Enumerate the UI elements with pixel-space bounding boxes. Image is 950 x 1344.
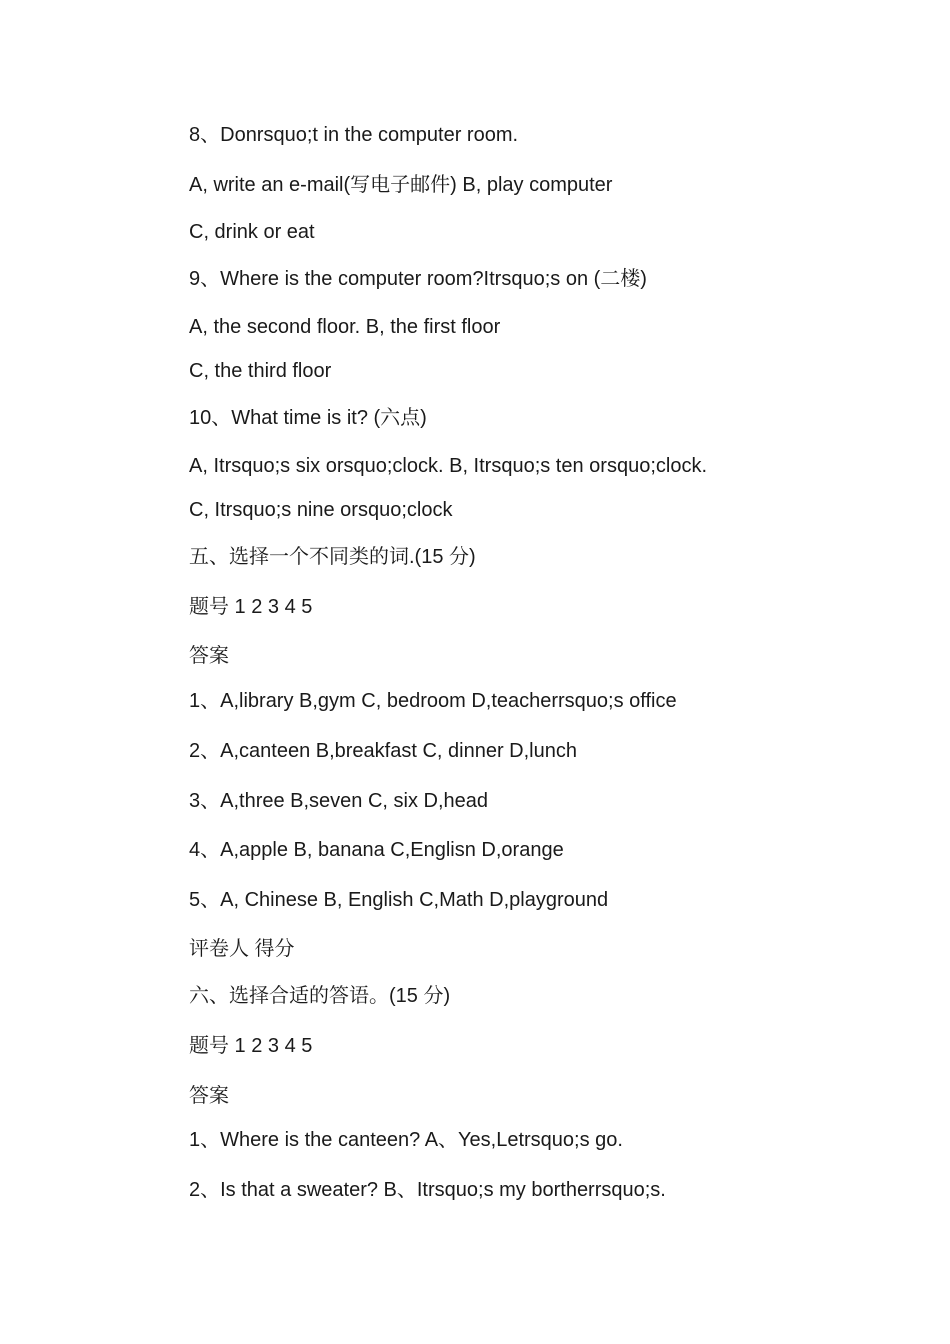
question-9: 9、Where is the computer room?Itrsquo;s on (二楼) [189, 268, 647, 290]
section-5-item-4: 4、A,apple B, banana C,Englisn D,orange [189, 839, 564, 861]
section-5-item-3: 3、A,three B,seven C, six D,head [189, 790, 489, 812]
section-5-item-1: 1、A,library B,gym C, bedroom D,teacherrsquo;s office [189, 690, 677, 712]
section-5-heading: 五、选择一个不同类的词.(15 分) [189, 546, 476, 568]
section-6-item-1: 1、Where is the canteen? A、Yes,Letrsquo;s go. [189, 1129, 623, 1151]
grader-score-label: 评卷人 得分 [189, 938, 295, 960]
question-9-option-c: C, the third floor [189, 360, 332, 382]
section-6-question-numbers: 题号 1 2 3 4 5 [189, 1035, 313, 1057]
question-10-options-ab: A, Itrsquo;s six orsquo;clock. B, Itrsquo;s ten orsquo;clock. [189, 455, 707, 477]
section-6-heading: 六、选择合适的答语。(15 分) [189, 985, 451, 1007]
section-5-item-5: 5、A, Chinese B, English C,Math D,playground [189, 889, 609, 911]
section-6-item-2: 2、Is that a sweater? B、Itrsquo;s my bortherrsquo;s. [189, 1179, 666, 1201]
question-8-options-ab: A, write an e-mail(写电子邮件) B, play computer [189, 174, 613, 196]
section-6-answer-label: 答案 [189, 1085, 229, 1107]
question-8: 8、Donrsquo;t in the computer room. [189, 124, 519, 146]
question-10-option-c: C, Itrsquo;s nine orsquo;clock [189, 499, 453, 521]
question-8-option-c: C, drink or eat [189, 221, 315, 243]
section-5-answer-label: 答案 [189, 645, 229, 667]
section-5-question-numbers: 题号 1 2 3 4 5 [189, 596, 313, 618]
question-9-options-ab: A, the second floor. B, the first floor [189, 316, 501, 338]
question-10: 10、What time is it? (六点) [189, 407, 427, 429]
section-5-item-2: 2、A,canteen B,breakfast C, dinner D,lunch [189, 740, 577, 762]
